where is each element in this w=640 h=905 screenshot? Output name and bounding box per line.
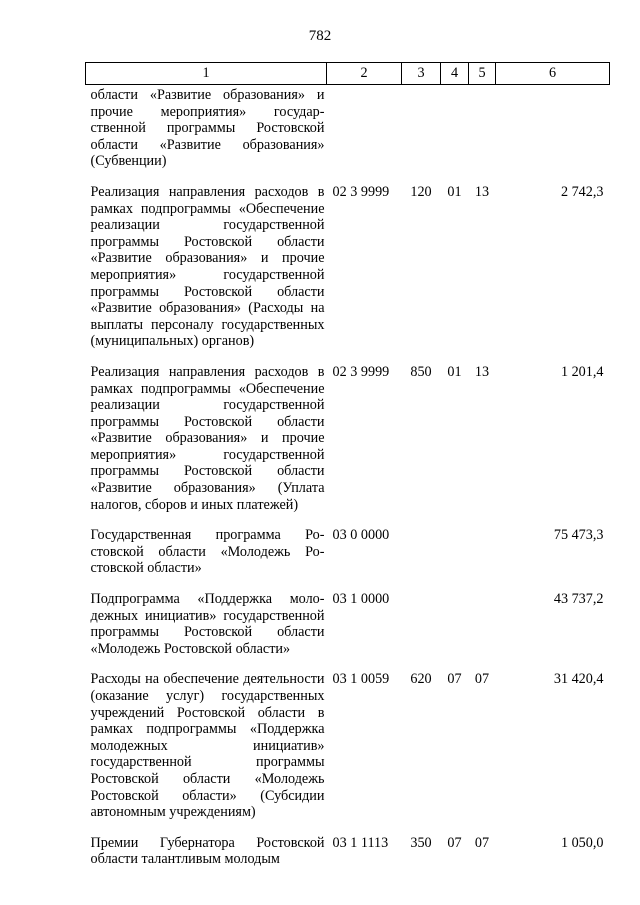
row-name: Премии Губернатора Ростовской области талантливым молодым [90, 834, 325, 868]
row-section: 01 [447, 183, 462, 200]
row-target-code: 03 1 0000 [332, 591, 390, 608]
row-target-code: 02 3 9999 [332, 183, 390, 200]
row-name: Государственная программа Ростовской области «Молодежь Ростовской области» [90, 527, 325, 577]
table-row [86, 184, 610, 364]
row-amount [496, 85, 610, 184]
row-section [441, 591, 469, 671]
row-name: области «Развитие образования» и прочие мероприятия» государственной программы Ростовской области «Развитие образования» (Субвенции) [90, 87, 325, 170]
row-amount: 31 420,4 [553, 671, 604, 688]
table-row [86, 835, 610, 868]
row-target-code: 02 3 9999 [332, 363, 390, 380]
header-row [86, 63, 610, 85]
row-name: Расходы на обеспечение деятельности (оказание услуг) государственных учреждений Ростовской области в рамках подпрограммы «Поддержка молодежных инициатив» государственной программы Ростовской области «Молодежь Ростовской области» (Субсидии автономным учреждениям) [90, 671, 325, 821]
row-expense-type [402, 85, 441, 184]
header-col-3: 3 [402, 63, 441, 85]
row-expense-type: 850 [410, 363, 432, 380]
header-col-4: 4 [441, 63, 469, 85]
row-amount: 1 201,4 [560, 363, 604, 380]
row-expense-type [402, 591, 441, 671]
row-expense-type: 120 [410, 183, 432, 200]
row-section: 07 [447, 834, 462, 851]
row-section [441, 85, 469, 184]
row-target-code: 03 1 0059 [332, 671, 390, 688]
row-expense-type: 620 [410, 671, 432, 688]
row-section [441, 527, 469, 591]
row-section: 01 [447, 363, 462, 380]
row-target-code: 03 1 1113 [332, 834, 389, 851]
row-target-code: 03 0 0000 [332, 527, 390, 544]
row-section: 07 [447, 671, 462, 688]
table-row [86, 85, 610, 184]
row-amount: 75 473,3 [553, 527, 604, 544]
row-name: Реализация направления расходов в рамках подпрограммы «Обеспечение реализации государственной программы Ростовской области «Развитие образования» и прочие мероприятия» государственной программы Ростовской области «Развитие образования» (Уплата налогов, сборов и иных платежей) [90, 363, 325, 513]
row-subsection: 13 [474, 363, 490, 380]
row-subsection: 07 [474, 834, 490, 851]
row-expense-type [402, 527, 441, 591]
row-subsection [469, 527, 496, 591]
table-row [86, 671, 610, 834]
row-target-code [327, 85, 402, 184]
header-col-1: 1 [86, 63, 327, 85]
row-subsection [469, 85, 496, 184]
header-col-5: 5 [469, 63, 496, 85]
budget-table [85, 62, 610, 868]
header-col-2: 2 [327, 63, 402, 85]
table-row [86, 527, 610, 591]
row-name: Подпрограмма «Поддержка молодежных инициатив» государственной программы Ростовской области «Молодежь Ростовской области» [90, 591, 325, 657]
table-header [86, 63, 610, 85]
row-subsection: 13 [474, 183, 490, 200]
row-subsection: 07 [474, 671, 490, 688]
row-amount: 1 050,0 [560, 834, 604, 851]
row-amount: 43 737,2 [553, 591, 604, 608]
row-amount: 2 742,3 [560, 183, 604, 200]
row-name: Реализация направления расходов в рамках подпрограммы «Обеспечение реализации государственной программы Ростовской области «Развитие образования» и прочие мероприятия» государственной программы Ростовской области «Развитие образования» (Расходы на выплаты персоналу государственных (муниципальных) органов) [90, 183, 325, 350]
row-expense-type: 350 [410, 834, 432, 851]
row-subsection [469, 591, 496, 671]
table-body [86, 85, 610, 868]
page-number: 782 [308, 28, 332, 44]
header-col-6: 6 [496, 63, 610, 85]
table-row [86, 364, 610, 527]
table-row [86, 591, 610, 671]
